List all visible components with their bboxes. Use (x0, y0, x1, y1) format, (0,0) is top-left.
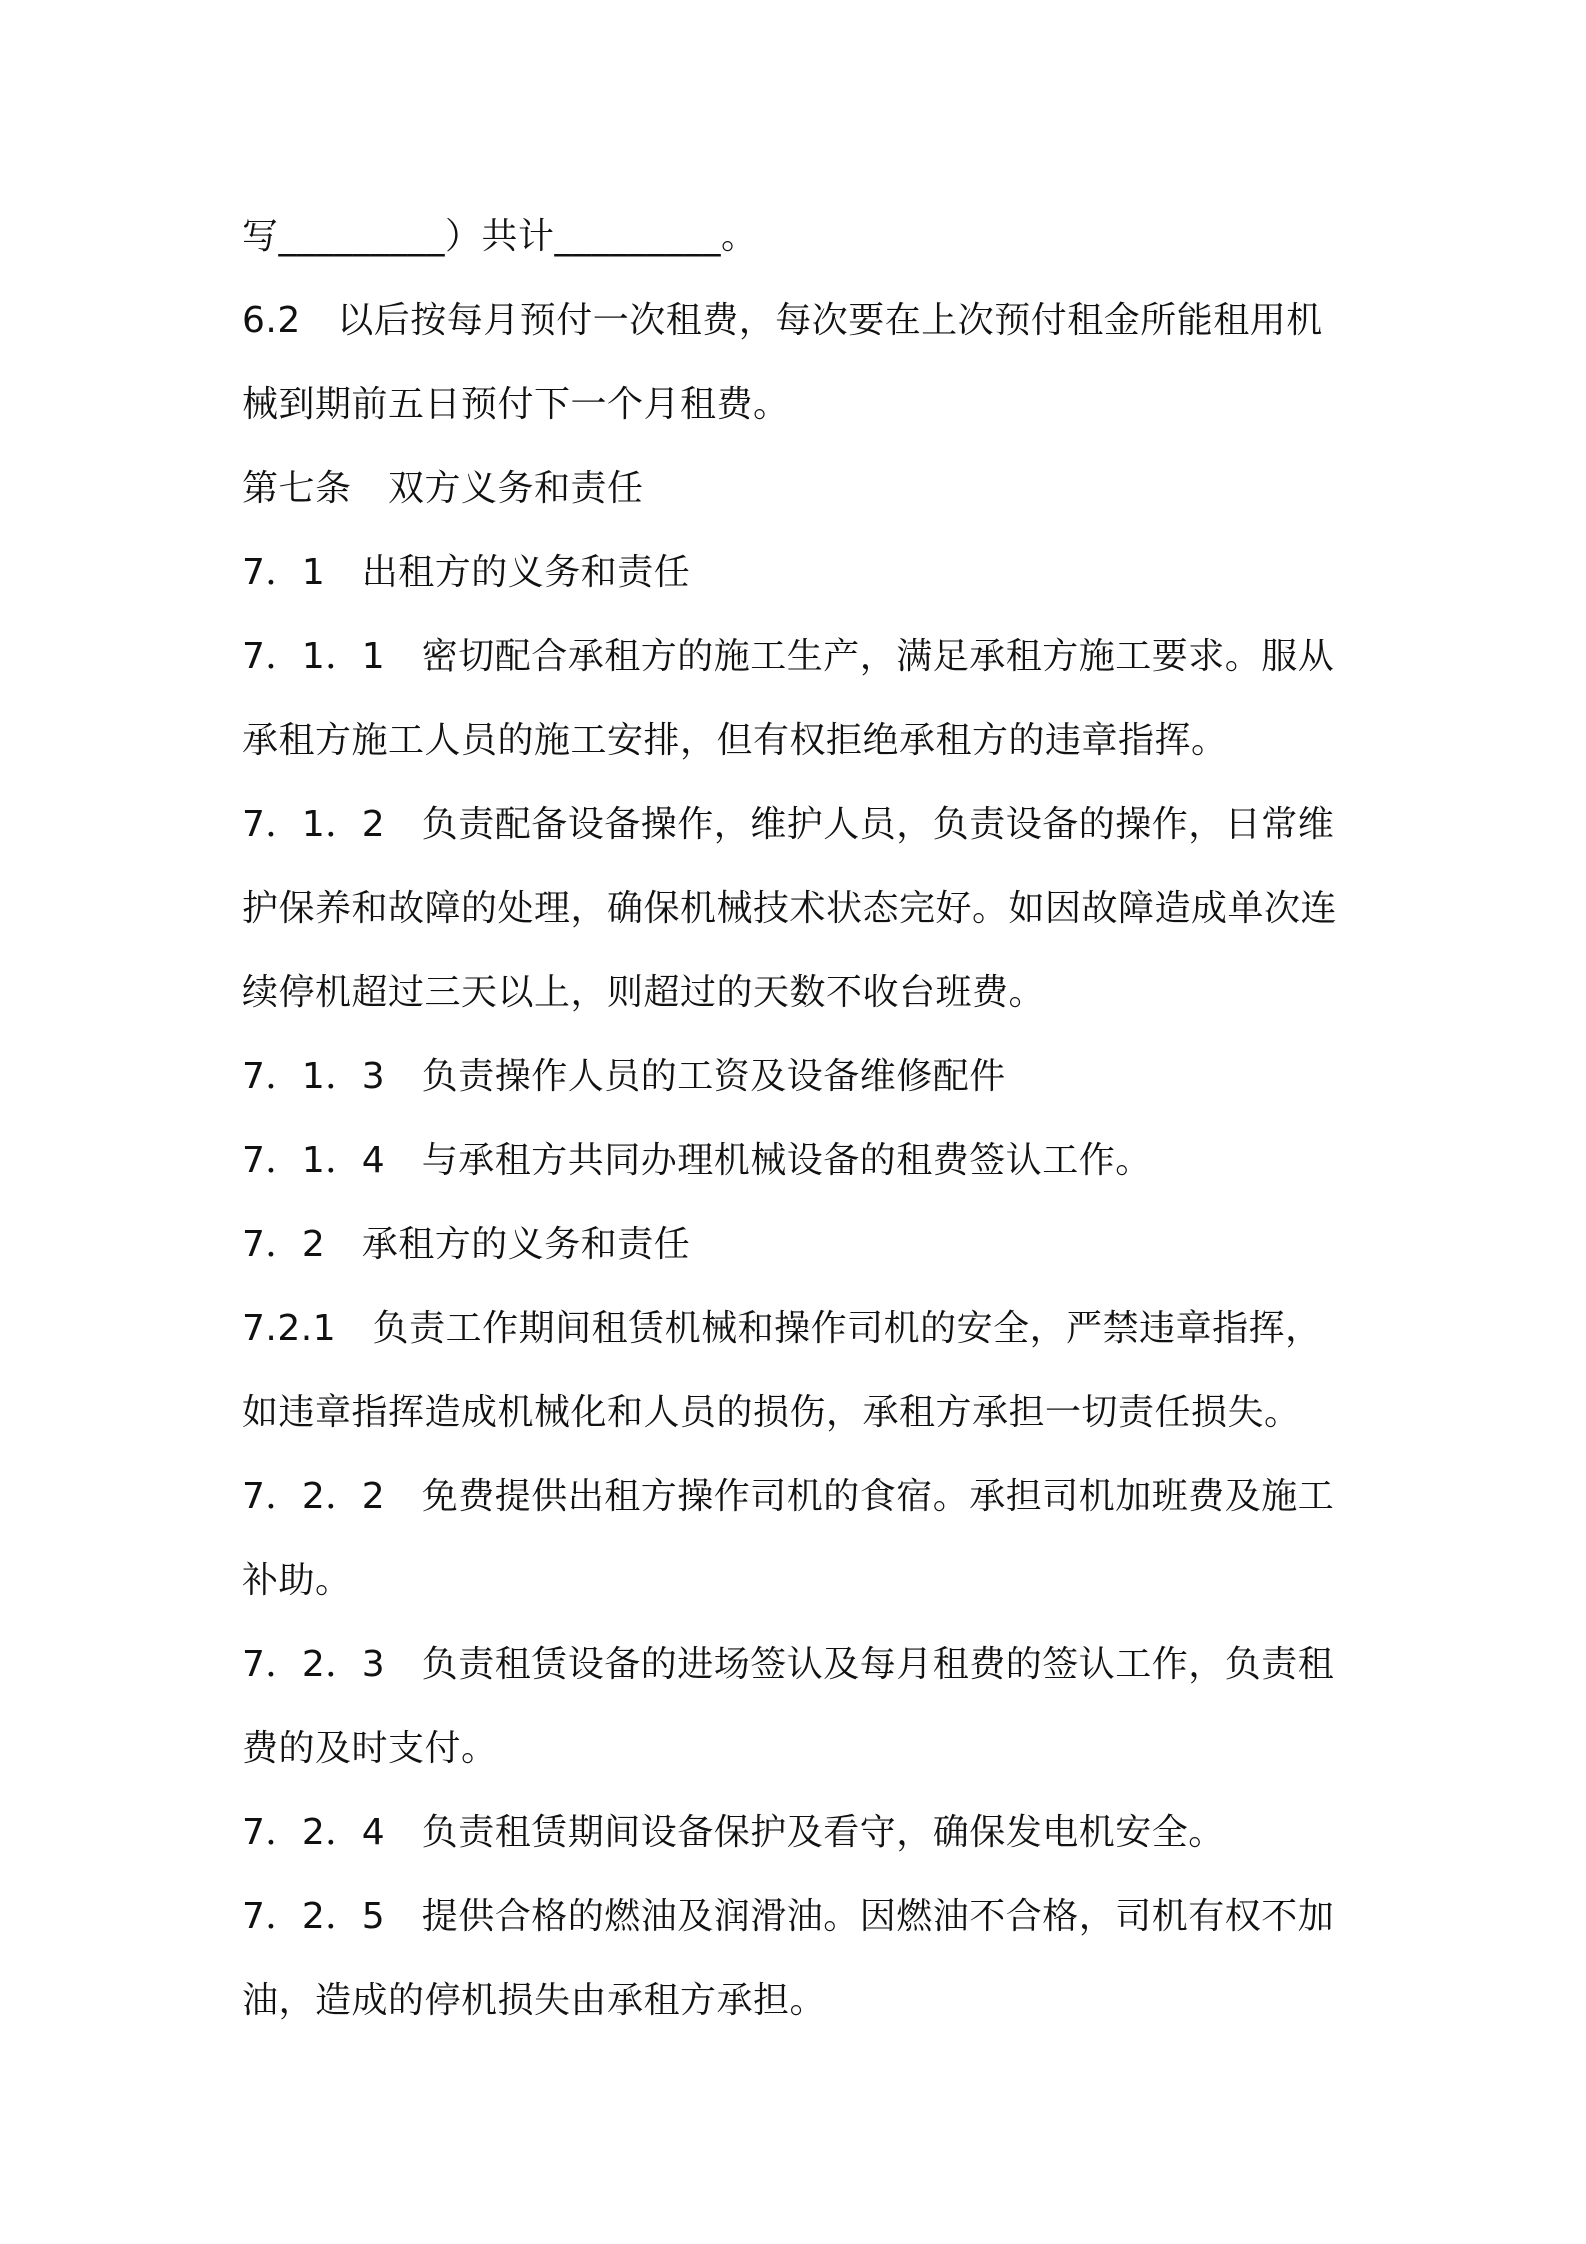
text-line: 7．1．3 负责操作人员的工资及设备维修配件 (242, 1056, 1006, 1097)
text-line: 械到期前五日预付下一个月租费。 (242, 384, 790, 425)
text-line: 写_________）共计_________。 (242, 216, 758, 257)
text-line: 7．1．4 与承租方共同办理机械设备的租费签认工作。 (242, 1140, 1152, 1181)
text-line: 油，造成的停机损失由承租方承担。 (242, 1980, 827, 2021)
text-line: 护保养和故障的处理，确保机械技术状态完好。如因故障造成单次连 (242, 888, 1338, 929)
text-line: 7.2.1 负责工作期间租赁机械和操作司机的安全，严禁违章指挥， (242, 1308, 1322, 1349)
text-line: 6.2 以后按每月预付一次租费，每次要在上次预付租金所能租用机 (242, 300, 1323, 341)
subsection-heading: 7．2 承租方的义务和责任 (242, 1224, 691, 1265)
text-line: 如违章指挥造成机械化和人员的损伤，承租方承担一切责任损失。 (242, 1392, 1301, 1433)
document-body (242, 195, 1362, 2043)
text-line: 费的及时支付。 (242, 1728, 498, 1769)
text-line: 7．1．1 密切配合承租方的施工生产，满足承租方施工要求。服从 (242, 636, 1335, 677)
text-line: 7．2．3 负责租赁设备的进场签认及每月租费的签认工作，负责租 (242, 1644, 1335, 1685)
subsection-heading: 7．1 出租方的义务和责任 (242, 552, 691, 593)
text-line: 7．2．5 提供合格的燃油及润滑油。因燃油不合格，司机有权不加 (242, 1896, 1335, 1937)
text-line: 7．2．4 负责租赁期间设备保护及看守，确保发电机安全。 (242, 1812, 1225, 1853)
text-line: 承租方施工人员的施工安排，但有权拒绝承租方的违章指挥。 (242, 720, 1228, 761)
text-line: 续停机超过三天以上，则超过的天数不收台班费。 (242, 972, 1046, 1013)
text-line: 7．1．2 负责配备设备操作，维护人员，负责设备的操作，日常维 (242, 804, 1335, 845)
text-line: 7．2．2 免费提供出租方操作司机的食宿。承担司机加班费及施工 (242, 1476, 1335, 1517)
text-line: 补助。 (242, 1560, 352, 1601)
section-heading: 第七条 双方义务和责任 (242, 468, 644, 509)
